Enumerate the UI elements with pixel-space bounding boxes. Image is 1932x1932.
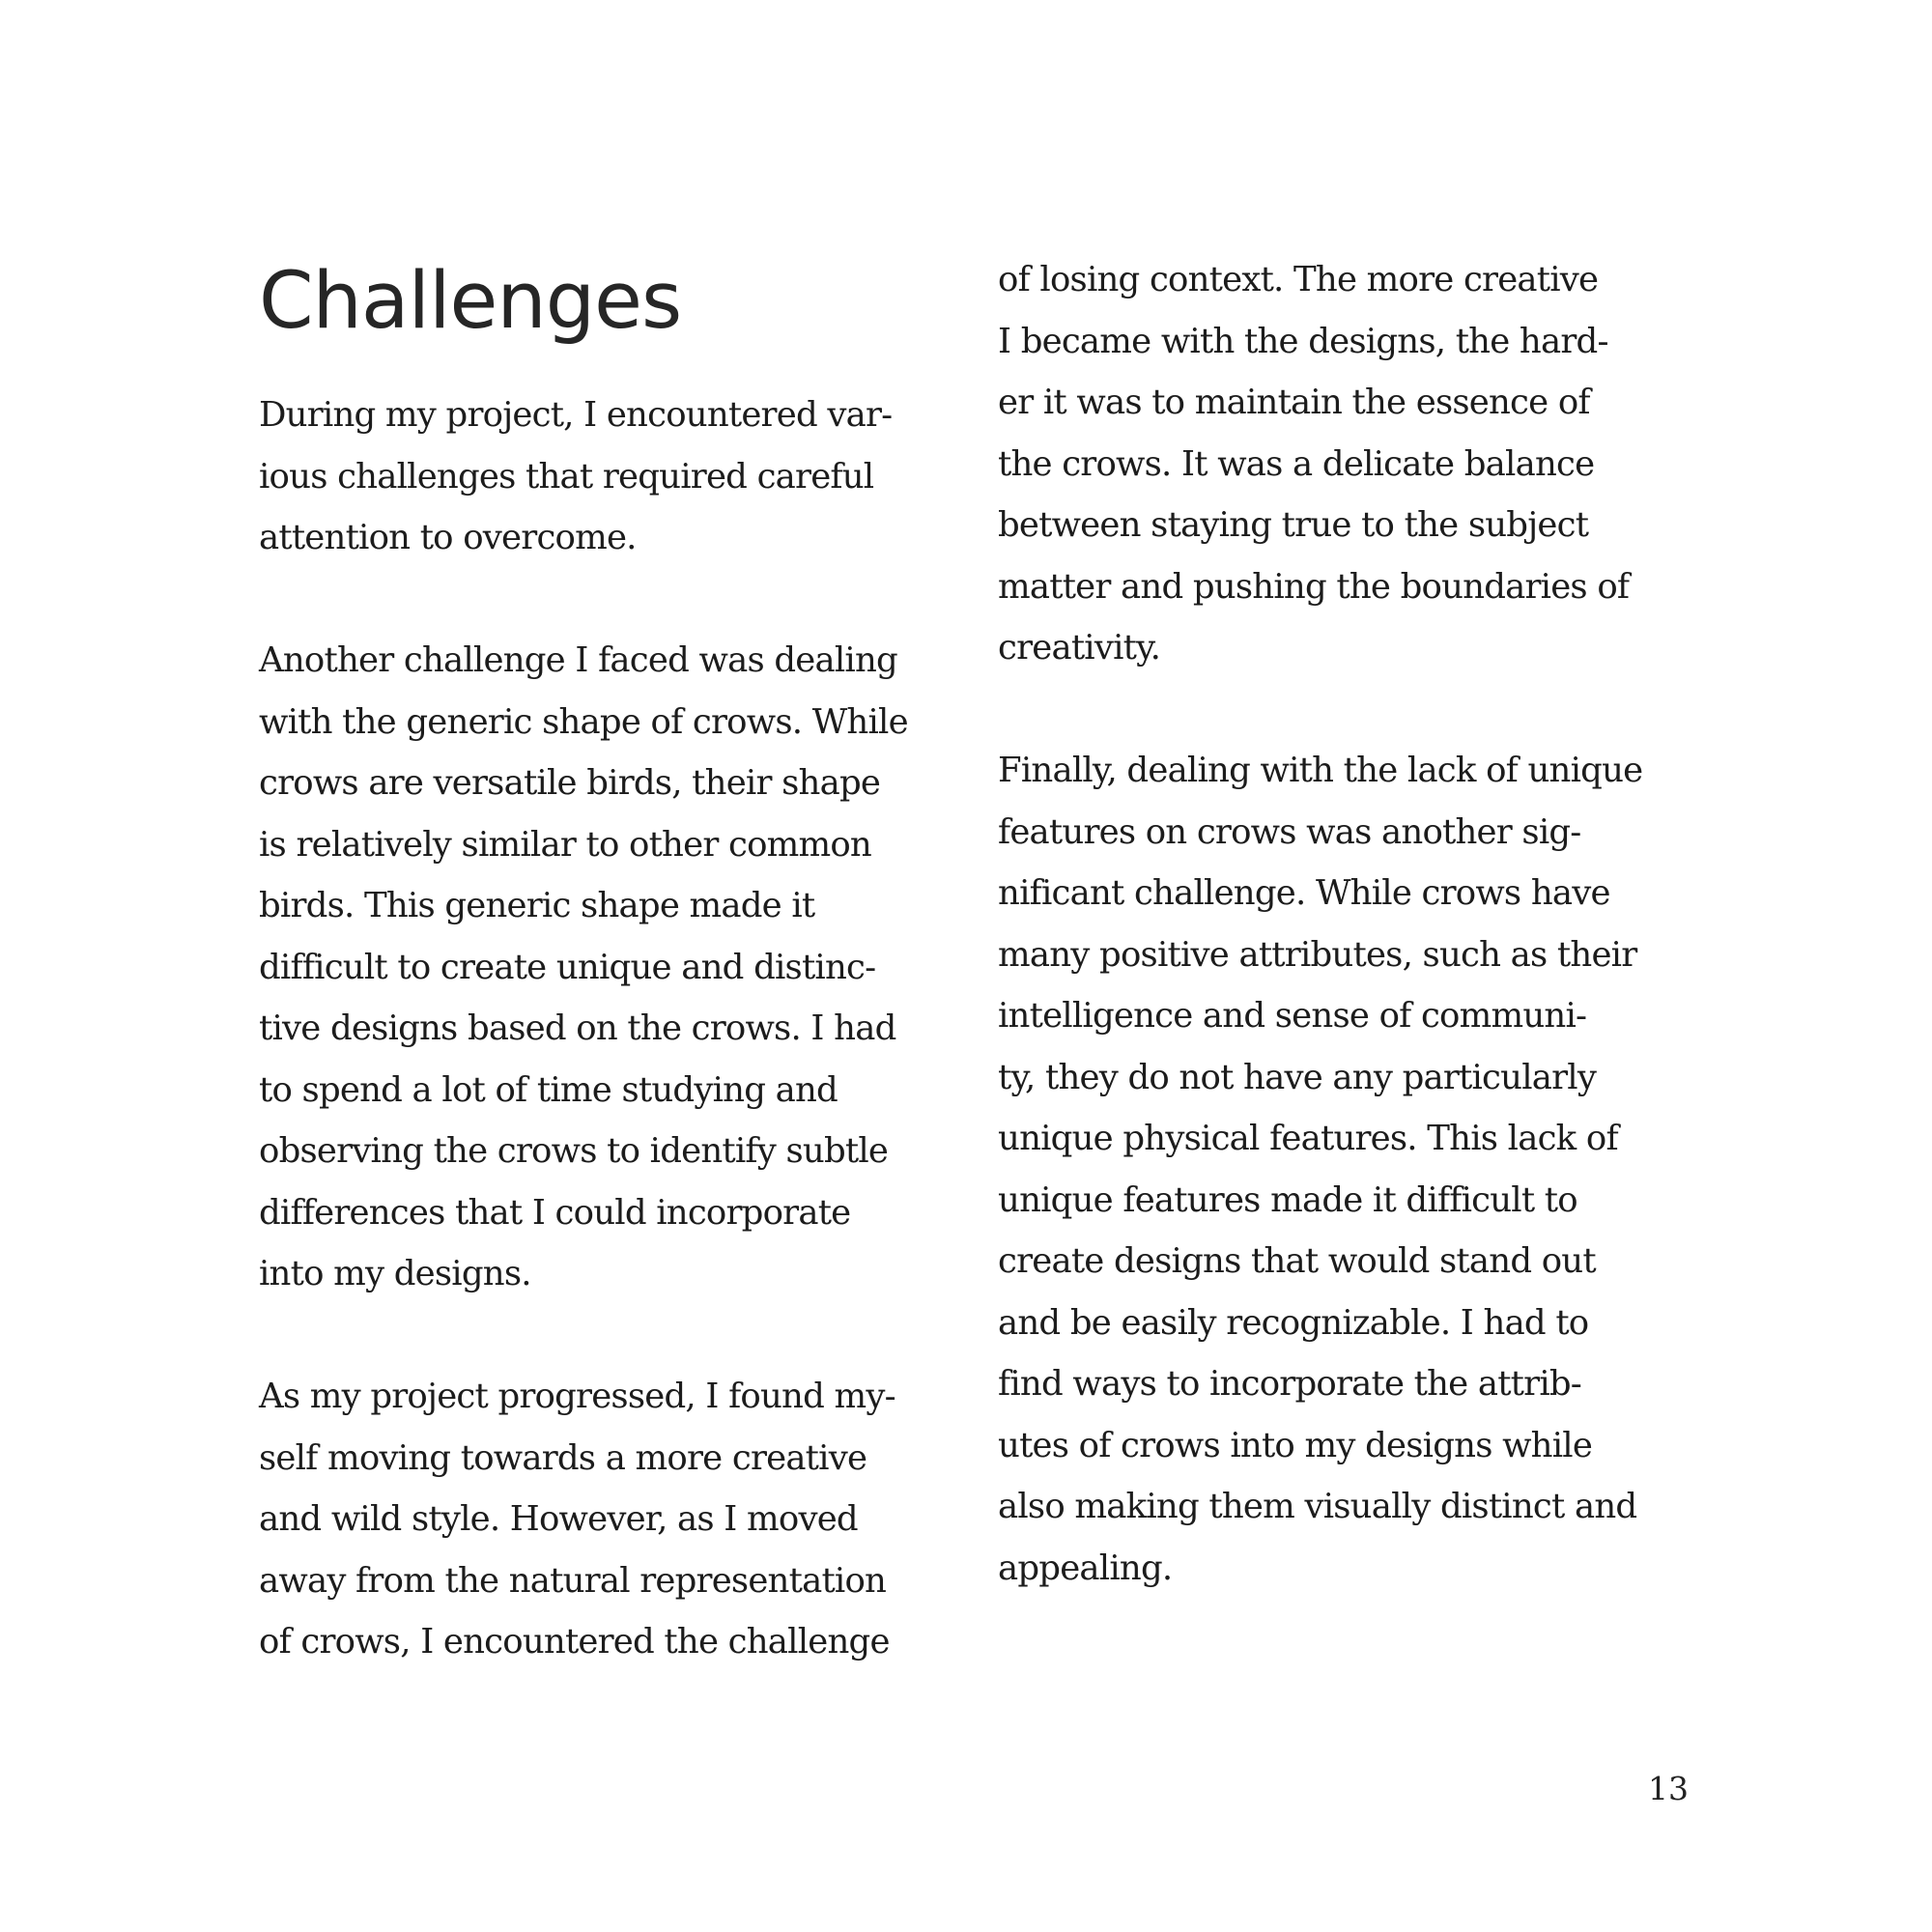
paragraph-gap (259, 569, 908, 631)
text-line: nificant challenge. While crows have (998, 873, 1610, 913)
text-line: I became with the designs, the hard- (998, 321, 1608, 361)
text-line: with the generic shape of crows. While (259, 701, 908, 742)
text-line: creativity. (998, 628, 1161, 668)
text-line: features on crows was another sig- (998, 811, 1581, 852)
text-line: crows are versatile birds, their shape (259, 763, 881, 803)
text-line: create designs that would stand out (998, 1241, 1596, 1281)
text-line: of crows, I encountered the challenge (259, 1622, 890, 1662)
paragraph-losing-context (998, 249, 1642, 679)
text-line: into my designs. (259, 1254, 531, 1293)
paragraph-unique-features (998, 740, 1642, 1599)
text-line: As my project progressed, I found my- (259, 1377, 895, 1416)
text-line: the crows. It was a delicate balance (998, 443, 1595, 484)
text-line: appealing. (998, 1548, 1173, 1588)
text-line: ious challenges that required careful (259, 456, 874, 497)
text-line: matter and pushing the boundaries of (998, 566, 1630, 607)
text-line: ty, they do not have any particularly (998, 1057, 1597, 1097)
text-line: away from the natural representation (259, 1560, 887, 1601)
text-line: and be easily recognizable. I had to (998, 1302, 1589, 1343)
text-line: is relatively similar to other common (259, 824, 871, 865)
text-line: and wild style. However, as I moved (259, 1499, 858, 1539)
page-number: 13 (1648, 1770, 1689, 1807)
text-line: between staying true to the subject (998, 505, 1589, 545)
text-line: to spend a lot of time studying and (259, 1069, 838, 1110)
paragraph-gap (998, 679, 1642, 741)
text-line: observing the crows to identify subtle (259, 1131, 889, 1171)
paragraph-generic-shape (259, 630, 908, 1305)
text-line: Another challenge I faced was dealing (259, 640, 897, 680)
text-line: Finally, dealing with the lack of unique (998, 751, 1643, 790)
paragraph-intro (259, 384, 908, 569)
left-column (259, 384, 908, 1673)
paragraph-creative-style (259, 1366, 908, 1673)
text-line: of losing context. The more creative (998, 260, 1599, 299)
text-line: also making them visually distinct and (998, 1487, 1637, 1526)
text-line: unique features made it difficult to (998, 1179, 1577, 1220)
text-line: During my project, I encountered var- (259, 395, 893, 435)
text-line: unique physical features. This lack of (998, 1119, 1618, 1158)
text-line: birds. This generic shape made it (259, 886, 815, 925)
text-line: differences that I could incorporate (259, 1192, 851, 1233)
text-line: many positive attributes, such as their (998, 934, 1637, 975)
text-line: tive designs based on the crows. I had (259, 1009, 896, 1048)
right-column (998, 249, 1642, 1599)
text-line: intelligence and sense of communi- (998, 996, 1587, 1036)
text-line: utes of crows into my designs while (998, 1425, 1593, 1465)
page-title: Challenges (259, 256, 682, 347)
text-line: difficult to create unique and distinc- (259, 947, 876, 987)
paragraph-gap (259, 1305, 908, 1367)
text-line: er it was to maintain the essence of (998, 383, 1590, 422)
text-line: attention to overcome. (259, 518, 637, 557)
text-line: self moving towards a more creative (259, 1437, 867, 1478)
text-line: find ways to incorporate the attrib- (998, 1364, 1581, 1404)
